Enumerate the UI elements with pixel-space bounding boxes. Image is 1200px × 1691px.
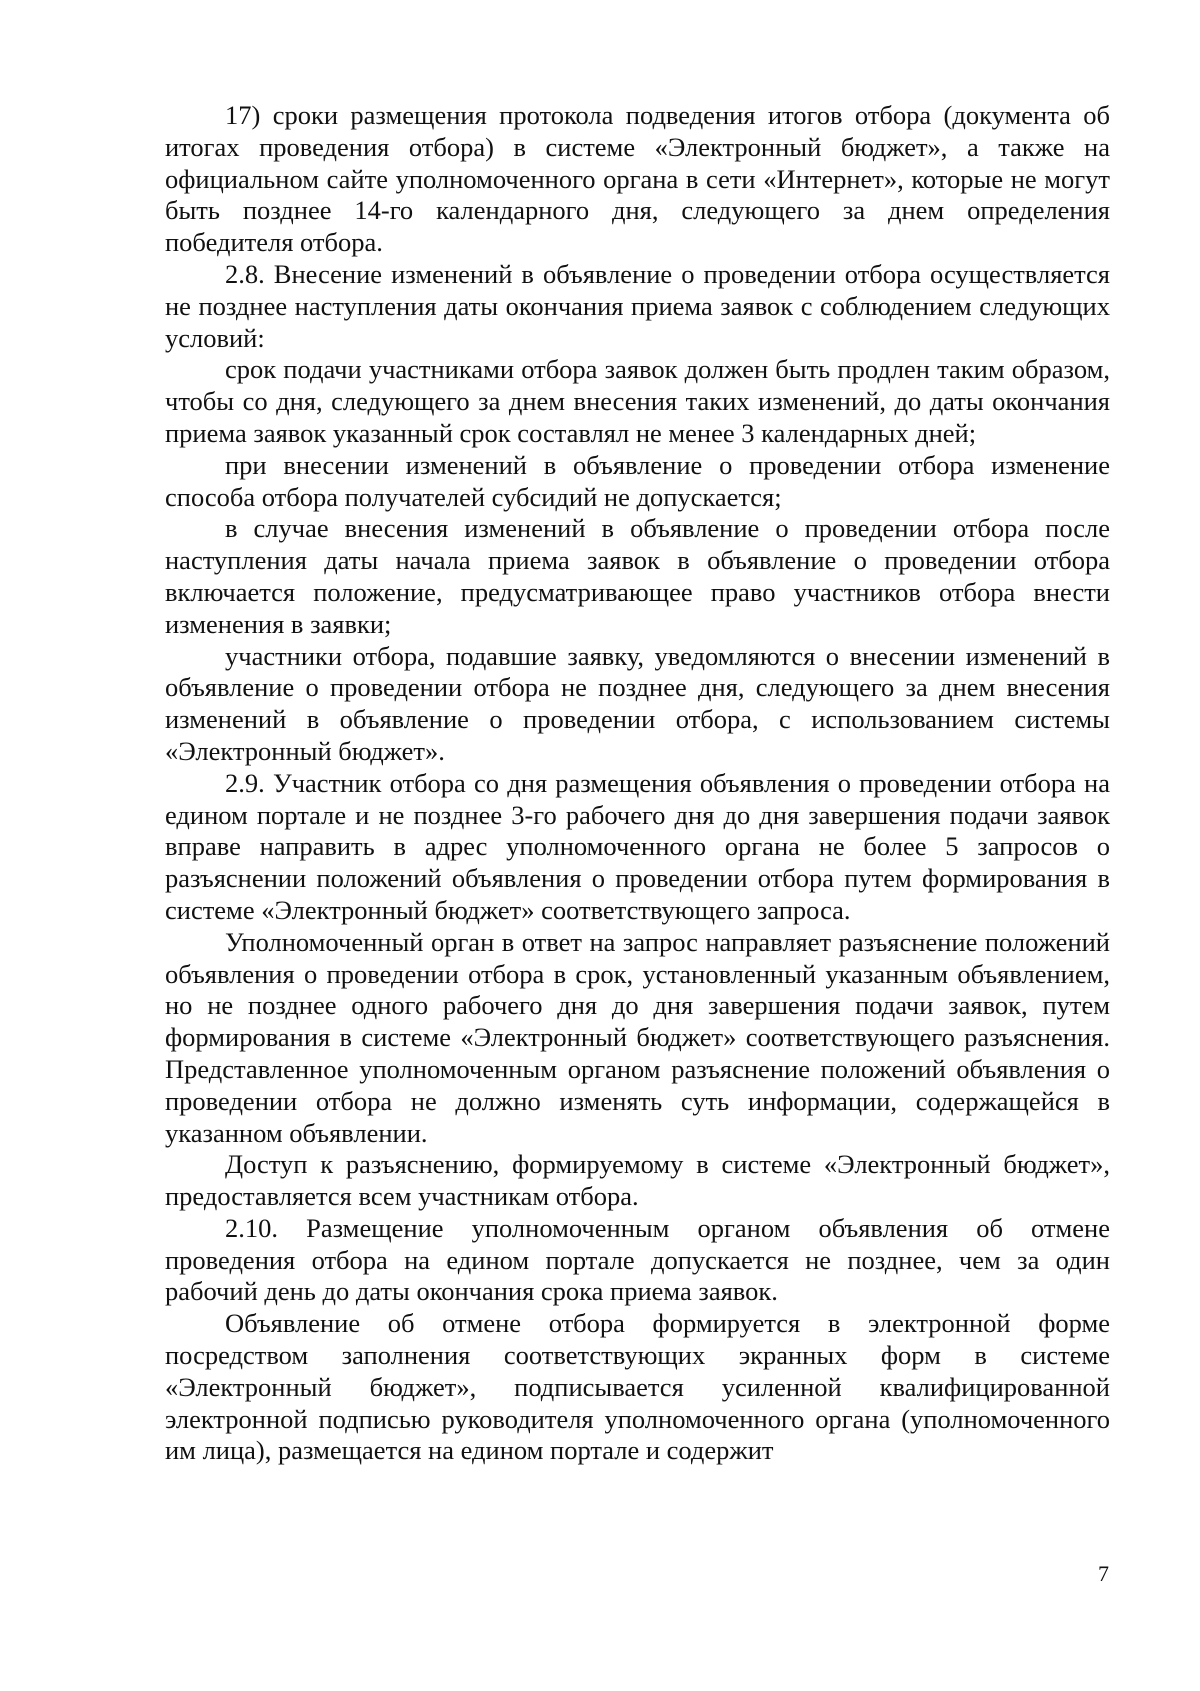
paragraph-deadline-extension: срок подачи участниками отбора заявок должен быть продлен таким образом, чтобы со дня, следующего за днем внесения таких изменений, до даты окончания приема заявок указанный срок составлял не менее 3 календарных дней; — [165, 354, 1110, 448]
paragraph-right-to-amend-applications: в случае внесения изменений в объявление о проведении отбора после наступления даты начала приема заявок в объявление о проведении отбора включается положение, предусматривающее право участников отбора внести изменения в заявки; — [165, 513, 1110, 639]
paragraph-clarification-response: Уполномоченный орган в ответ на запрос направляет разъяснение положений объявления о проведении отбора в срок, установленный указанным объявлением, но не позднее одного рабочего дня до дня завершения подачи заявок, путем формирования в системе «Электронный бюджет» соответствующего разъяснения. Представленное уполномоченным органом разъяснение положений объявления о проведении отбора не должно изменять суть информации, содержащейся в указанном объявлении. — [165, 926, 1110, 1148]
paragraph-method-change-prohibited: при внесении изменений в объявление о проведении отбора изменение способа отбора получателей субсидий не допускается; — [165, 449, 1110, 512]
paragraph-2-9-clarification-requests: 2.9. Участник отбора со дня размещения объявления о проведении отбора на едином портале и не позднее 3-го рабочего дня до дня завершения подачи заявок вправе направить в адрес уполномоченного органа не более 5 запросов о разъяснении положений объявления о проведении отбора путем формирования в системе «Электронный бюджет» соответствующего запроса. — [165, 767, 1110, 925]
paragraph-participant-notification: участники отбора, подавшие заявку, уведомляются о внесении изменений в объявление о проведении отбора не позднее дня, следующего за днем внесения изменений в объявление о проведении отбора, с использованием системы «Электронный бюджет». — [165, 640, 1110, 766]
paragraph-cancellation-notice-form: Объявление об отмене отбора формируется в электронной форме посредством заполнения соответствующих экранных форм в системе «Электронный бюджет», подписывается усиленной квалифицированной электронной подписью руководителя уполномоченного органа (уполномоченного им лица), размещается на едином портале и содержит — [165, 1308, 1110, 1466]
paragraph-2-10-cancellation: 2.10. Размещение уполномоченным органом объявления об отмене проведения отбора на едином портале допускается не позднее, чем за один рабочий день до даты окончания срока приема заявок. — [165, 1212, 1110, 1307]
document-body — [165, 100, 1110, 1467]
paragraph-item-17-publication-deadline: 17) сроки размещения протокола подведения итогов отбора (документа об итогах проведения отбора) в системе «Электронный бюджет», а также на официальном сайте уполномоченного органа в сети «Интернет», которые не могут быть позднее 14-го календарного дня, следующего за днем определения победителя отбора. — [165, 100, 1110, 258]
paragraph-2-8-amendments: 2.8. Внесение изменений в объявление о проведении отбора осуществляется не позднее наступления даты окончания приема заявок с соблюдением следующих условий: — [165, 258, 1110, 353]
paragraph-clarification-access: Доступ к разъяснению, формируемому в системе «Электронный бюджет», предоставляется всем участникам отбора. — [165, 1149, 1110, 1212]
page-number: 7 — [1098, 1561, 1109, 1586]
